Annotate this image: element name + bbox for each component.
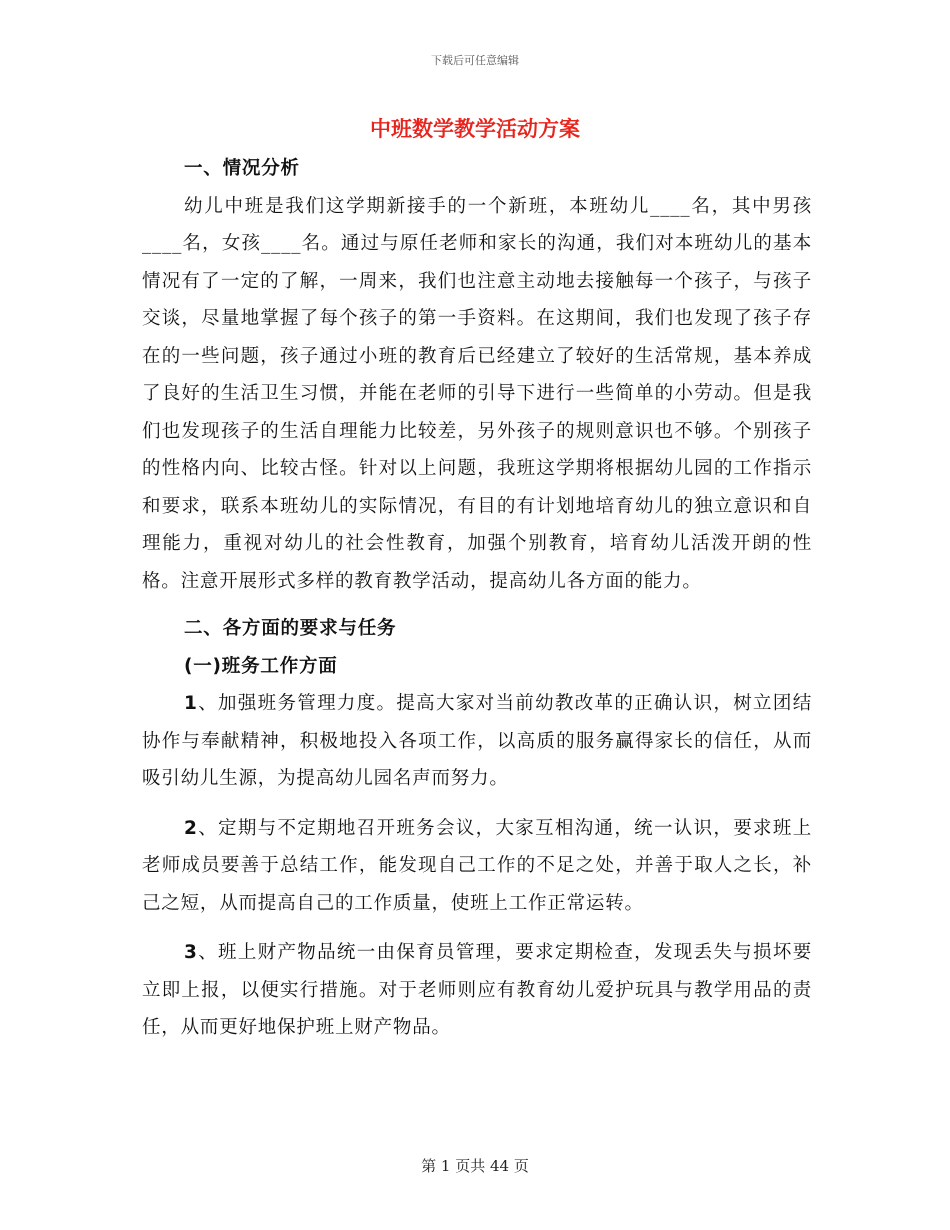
document-title: 中班数学教学活动方案 [370,117,580,141]
page-footer: 第 1 页共 44 页 [421,1157,529,1175]
header-note: 下载后可任意编辑 [431,54,519,67]
item-number: 2 [184,817,198,839]
section-heading-situation: 一、情况分析 [184,158,300,179]
item-text: 、定期与不定期地召开班务会议，大家互相沟通，统一认识，要求班上老师成员要善于总结工作，能发现自己工作的不足之处，并善于取人之长，补己之短，从而提高自己的工作质量，使班上工作正常运转。 [142,817,812,914]
item-number: 1 [184,693,198,714]
list-item [142,685,812,798]
subsection-heading-class-affairs: (一)班务工作方面 [184,655,338,677]
situation-paragraph: 幼儿中班是我们这学期新接手的一个新班，本班幼儿____名，其中男孩____名，女孩____名。通过与原任老师和家长的沟通，我们对本班幼儿的基本情况有了一定的了解，一周来，我们也注意主动地去接触每一个孩子，与孩子交谈，尽量地掌握了每个孩子的第一手资料。在这期间，我们也发现了孩子存在的一些问题，孩子通过小班的教育后已经建立了较好的生活常规，基本养成了良好的生活卫生习惯，并能在老师的引导下进行一些简单的小劳动。但是我们也发现孩子的生活自理能力比较差，另外孩子的规则意识也不够。个别孩子的性格内向、比较古怪。针对以上问题，我班这学期将根据幼儿园的工作指示和要求，联系本班幼儿的实际情况，有目的有计划地培育幼儿的独立意识和自理能力，重视对幼儿的社会性教育，加强个别教育，培育幼儿活泼开朗的性格。注意开展形式多样的教育教学活动，提高幼儿各方面的能力。 [142,195,812,592]
item-text: 、加强班务管理力度。提高大家对当前幼教改革的正确认识，树立团结协作与奉献精神，积极地投入各项工作，以高质的服务赢得家长的信任，从而吸引幼儿生源，为提高幼儿园名声而努力。 [142,693,812,789]
list-item [142,934,812,1047]
item-number: 3 [184,942,198,963]
section-heading-requirements: 二、各方面的要求与任务 [184,618,397,639]
document-body [142,150,812,1047]
list-item [142,810,812,923]
item-text: 、班上财产物品统一由保育员管理，要求定期检查，发现丢失与损坏要立即上报，以便实行措施。对于老师则应有教育幼儿爱护玩具与教学用品的责任，从而更好地保护班上财产物品。 [142,942,812,1038]
